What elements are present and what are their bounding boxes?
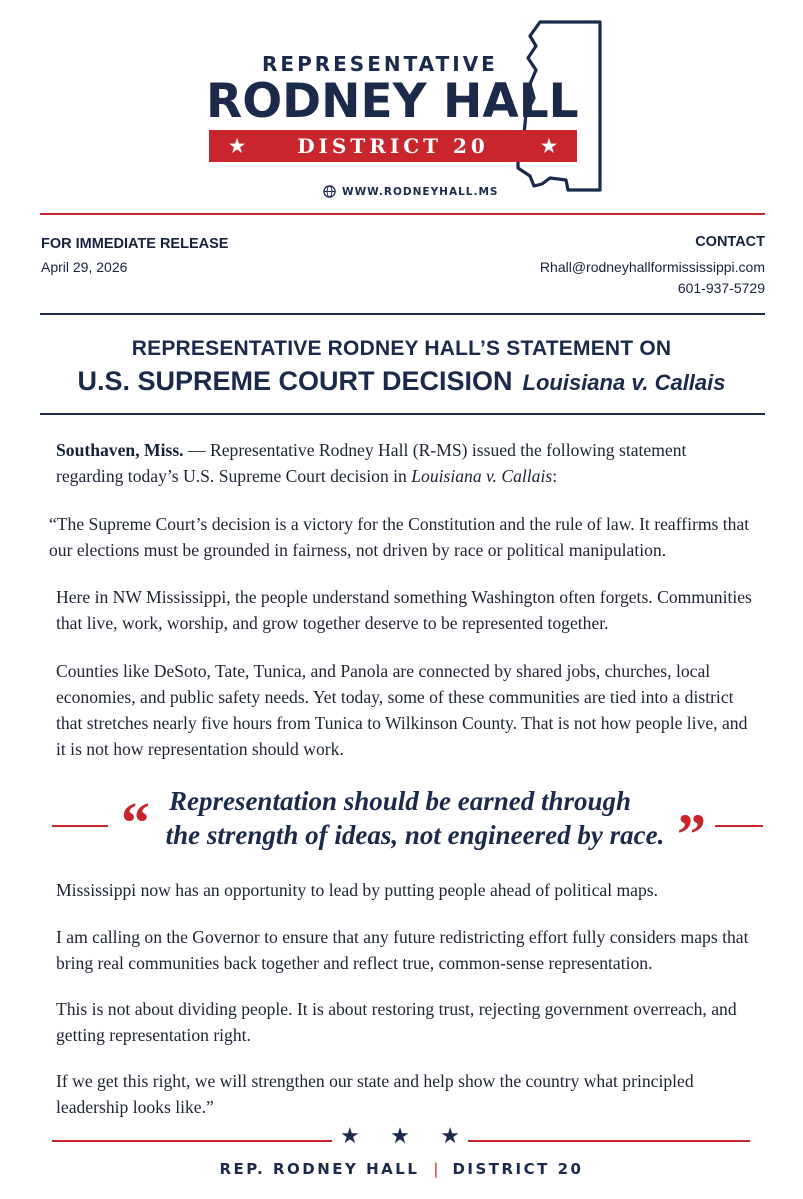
footer-stars: [340, 1124, 460, 1149]
statement-paragraph-5: I am calling on the Governor to ensure that any future redistricting effort fully considers maps that bring real communities back together and reflect true, common-sense representation.: [56, 927, 749, 973]
footer-name: REP. RODNEY HALL: [219, 1160, 420, 1178]
headline-line-2: [0, 366, 803, 397]
footer-signature: [0, 1160, 803, 1178]
headline-line-1: REPRESENTATIVE RODNEY HALL’S STATEMENT ON: [131, 337, 672, 360]
statement-paragraph-3: Counties like DeSoto, Tate, Tunica, and Panola are connected by shared jobs, churches, local economies, and public safety needs. Yet today, some of these communities are tied into a district that stretches nearly five hours from Tunica to Wilkinson County. That is not how people live, and it is not how representation should work.: [56, 661, 748, 759]
logo-name: RODNEY HALL: [206, 74, 579, 129]
footer-district: DISTRICT 20: [452, 1160, 584, 1178]
release-label: FOR IMMEDIATE RELEASE: [41, 236, 229, 252]
campaign-logo: [0, 0, 803, 215]
release-date: April 29, 2026: [41, 259, 128, 275]
star-icon: ★: [229, 135, 246, 157]
headline-case-name: Louisiana v. Callais: [522, 370, 726, 395]
statement-paragraph-6: This is not about dividing people. It is about restoring trust, rejecting government overreach, and getting representation right.: [56, 999, 737, 1045]
globe-icon: [323, 185, 336, 198]
star-icon: ★: [440, 1124, 460, 1149]
intro-case-name: Louisiana v. Callais: [411, 466, 553, 486]
pull-quote-line-2: the strength of ideas, not engineered by race.: [165, 820, 665, 850]
statement-paragraph-4: Mississippi now has an opportunity to lead by putting people ahead of political maps.: [56, 880, 659, 900]
website-link[interactable]: WWW.RODNEYHALL.MS: [342, 185, 499, 198]
footer-rule-left: [52, 1140, 332, 1142]
title-bottom-divider: [40, 413, 765, 415]
open-quote-mark: “: [121, 790, 150, 855]
logo-district-banner: [209, 130, 577, 162]
contact-label: CONTACT: [695, 234, 765, 250]
statement-paragraph-1: “The Supreme Court’s decision is a victory for the Constitution and the rule of law. It reaffirms that our elections must be grounded in fairness, not driven by race or political manipulation.: [49, 514, 750, 560]
logo-representative-label: REPRESENTATIVE: [262, 52, 498, 76]
star-icon: ★: [540, 135, 557, 157]
header-divider: [40, 213, 765, 215]
logo-district-label: DISTRICT 20: [297, 134, 489, 158]
statement-paragraph-7: If we get this right, we will strengthen our state and help show the country what principled leadership looks like.”: [56, 1071, 694, 1117]
logo-website: [323, 185, 498, 198]
dateline: Southaven, Miss.: [56, 440, 184, 460]
star-icon: ★: [340, 1124, 360, 1149]
contact-email[interactable]: Rhall@rodneyhallformississippi.com: [539, 259, 765, 275]
headline-decision: U.S. SUPREME COURT DECISION: [77, 366, 513, 396]
intro-text: — Representative Rodney Hall (R-MS) issued the following statement regarding today’s U.S. Supreme Court decision in: [56, 440, 687, 486]
star-icon: ★: [390, 1124, 410, 1149]
pull-quote-line-1: Representation should be earned through: [168, 786, 632, 816]
title-top-divider: [40, 313, 765, 315]
contact-phone[interactable]: 601-937-5729: [677, 280, 765, 296]
pull-quote-rule-left: [52, 825, 108, 827]
pull-quote-rule-right: [715, 825, 763, 827]
intro-punctuation: :: [552, 466, 558, 486]
close-quote-mark: ”: [677, 802, 706, 867]
statement-paragraph-2: Here in NW Mississippi, the people understand something Washington often forgets. Communities that live, work, worship, and grow together deserve to be represented together.: [56, 587, 752, 633]
footer-rule-right: [468, 1140, 750, 1142]
intro-paragraph: [56, 437, 756, 489]
footer-separator: |: [433, 1160, 439, 1178]
